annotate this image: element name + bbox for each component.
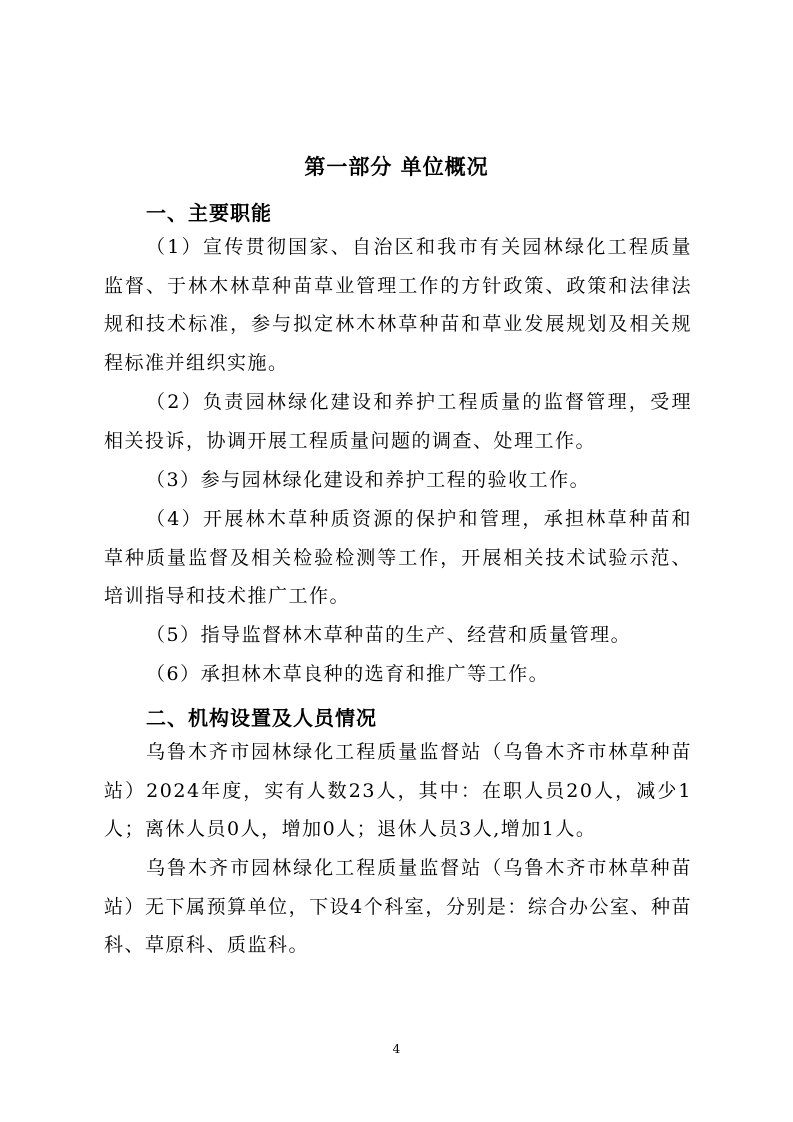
organization-paragraph: 乌鲁木齐市园林绿化工程质量监督站（乌鲁木齐市林草种苗站）无下属预算单位，下设4个科室，分别是：综合办公室、种苗科、草原科、质监科。 [104,857,692,956]
function-item-5: （5）指导监督林木草种苗的生产、经营和质量管理。 [146,624,632,646]
function-item-1: （1）宣传贯彻国家、自治区和我市有关园林绿化工程质量监督、于林木林草种苗草业管理工作的方针政策、政策和法律法规和技术标准，参与拟定林木林草种苗和草业发展规划及相关规程标准并组织实施。 [104,236,692,374]
section-heading-organization-staff: 二、机构设置及人员情况 [146,706,377,730]
page-title: 第一部分 单位概况 [304,155,489,179]
staff-paragraph: 乌鲁木齐市园林绿化工程质量监督站（乌鲁木齐市林草种苗站）2024年度，实有人数23人，其中：在职人员20人，减少1人；离休人员0人，增加0人；退休人员3人,增加1人。 [104,741,692,840]
function-item-2: （2）负责园林绿化建设和养护工程质量的监督管理，受理相关投诉，协调开展工程质量问题的调查、处理工作。 [104,391,692,452]
function-item-6: （6）承担林木草良种的选育和推广等工作。 [146,663,550,685]
function-item-3: （3）参与园林绿化建设和养护工程的验收工作。 [146,469,591,491]
page-number: 4 [392,1042,401,1056]
section-heading-main-functions: 一、主要职能 [146,201,272,225]
function-item-4: （4）开展林木草种质资源的保护和管理，承担林草种苗和草种质量监督及相关检验检测等工作，开展相关技术试验示范、培训指导和技术推广工作。 [104,508,692,607]
